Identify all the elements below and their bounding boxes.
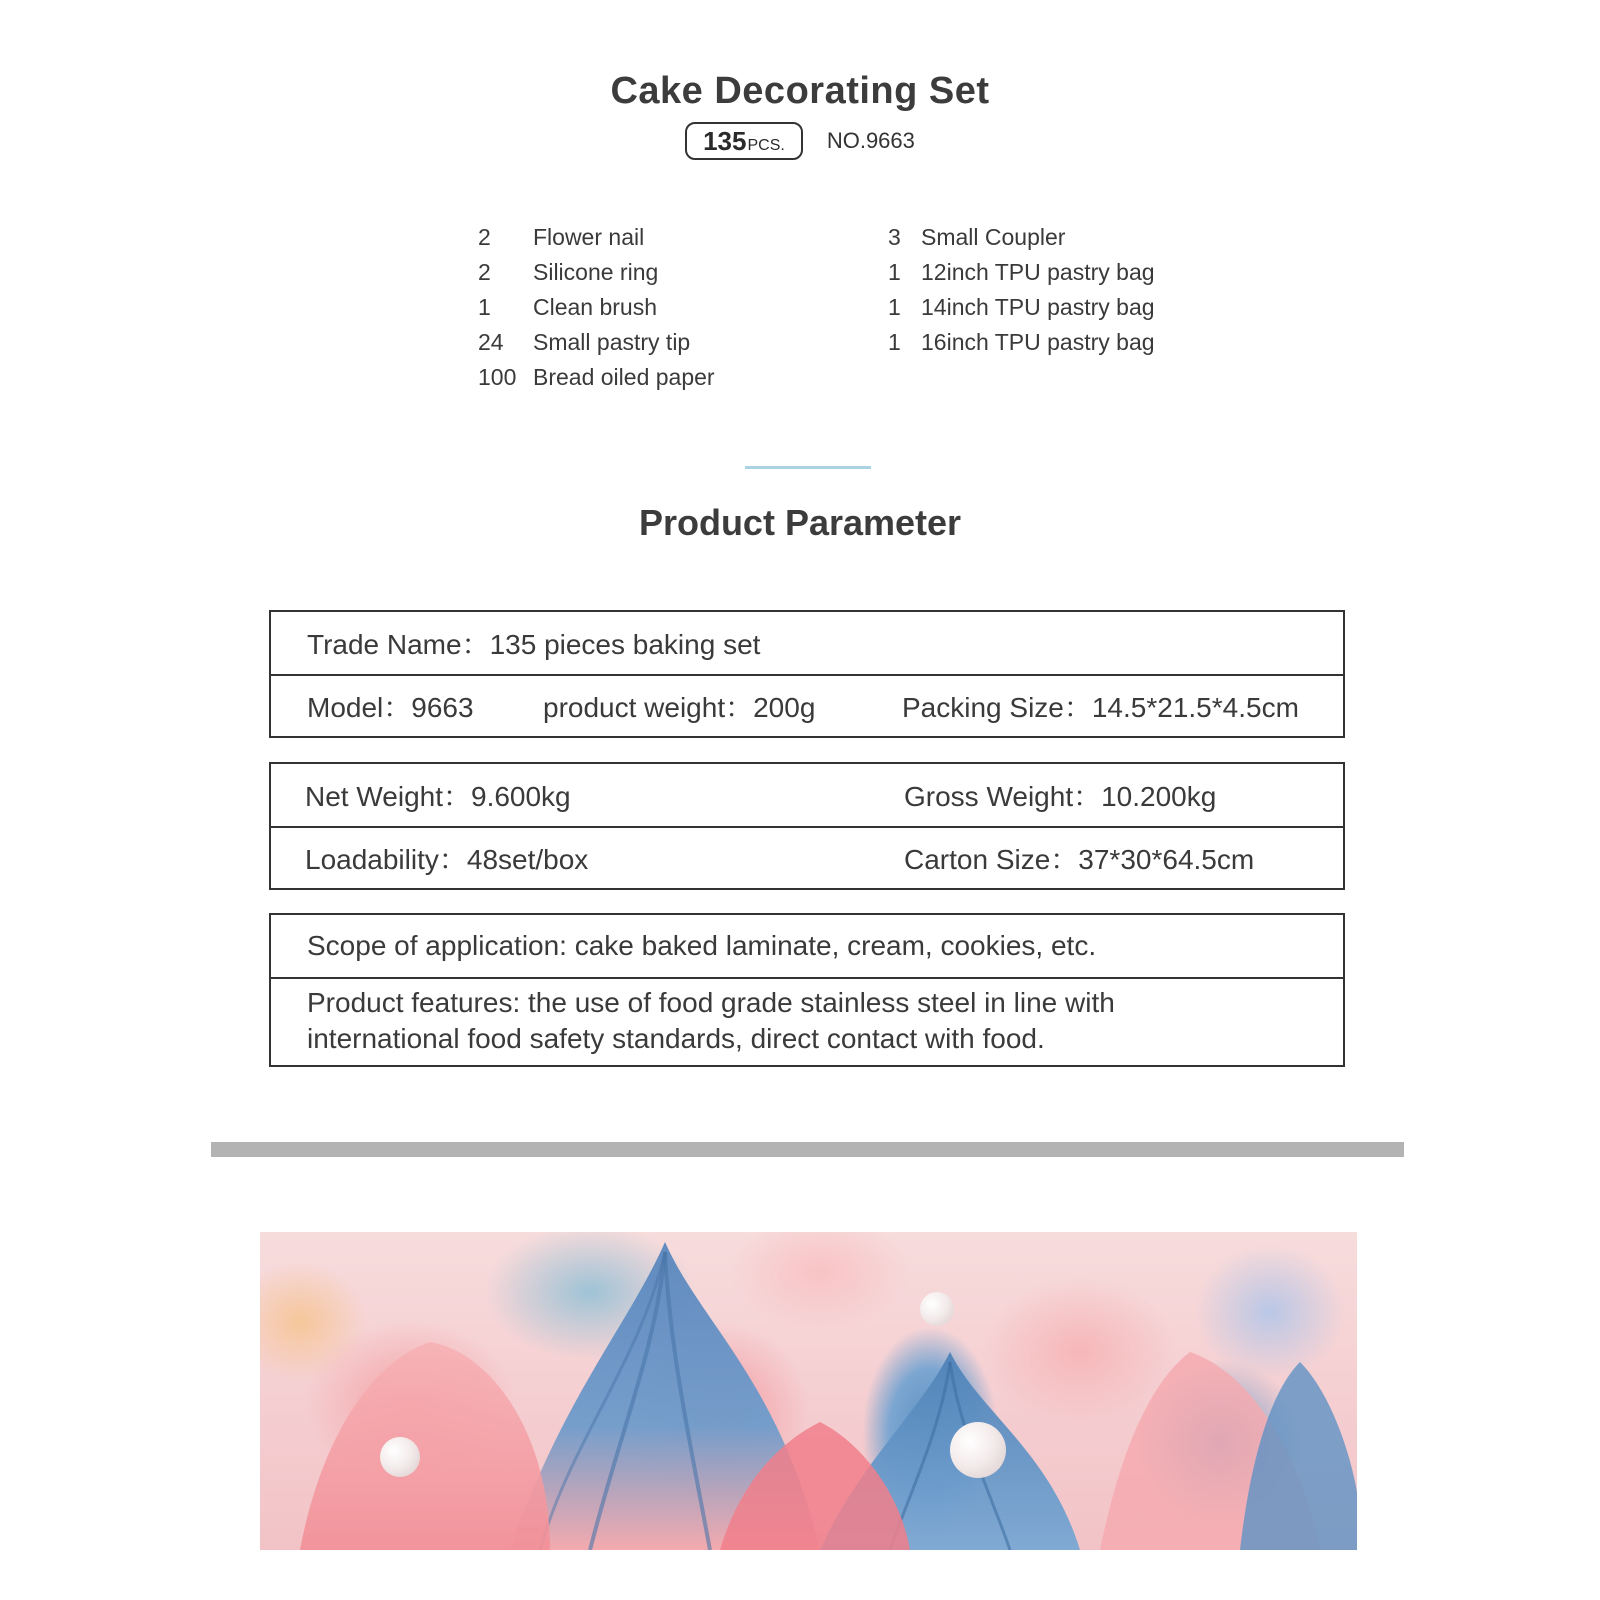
list-item <box>888 292 1155 327</box>
scope-of-application: Scope of application: cake baked laminate, cream, cookies, etc. <box>307 930 1097 961</box>
subtitle-row <box>0 122 1600 160</box>
contents-list-right <box>888 222 1155 362</box>
section-title: Product Parameter <box>638 502 962 543</box>
item-name: Small Coupler <box>921 224 1066 250</box>
sugar-pearl <box>950 1422 1006 1478</box>
gross-weight: Gross Weight：10.200kg <box>904 781 1217 812</box>
table-row <box>271 674 1343 736</box>
item-qty: 100 <box>478 364 517 390</box>
pcs-unit: PCS. <box>747 137 785 154</box>
item-name: 12inch TPU pastry bag <box>921 259 1155 285</box>
trade-name: Trade Name：135 pieces baking set <box>307 629 761 660</box>
carton-size: Carton Size：37*30*64.5cm <box>904 844 1255 875</box>
loadability: Loadability：48set/box <box>305 844 589 875</box>
item-name: Bread oiled paper <box>533 364 715 390</box>
list-item <box>888 257 1155 292</box>
frosting-photo <box>260 1232 1357 1550</box>
pcs-badge <box>685 122 803 160</box>
list-item <box>478 292 715 327</box>
parameter-table-1 <box>269 610 1345 738</box>
product-features <box>307 985 1115 1057</box>
table-row <box>271 612 1343 674</box>
list-item <box>478 257 715 292</box>
list-item <box>888 222 1155 257</box>
item-name: 16inch TPU pastry bag <box>921 329 1155 355</box>
model: Model：9663 <box>307 692 474 723</box>
parameter-table-2 <box>269 762 1345 890</box>
accent-divider <box>745 466 871 469</box>
product-weight: product weight：200g <box>543 692 816 723</box>
blue-frosting-right <box>1240 1362 1357 1550</box>
item-name: 14inch TPU pastry bag <box>921 294 1155 320</box>
list-item <box>478 362 715 397</box>
product-title: Cake Decorating Set <box>610 70 990 112</box>
parameter-table-3 <box>269 913 1345 1067</box>
item-qty: 2 <box>478 224 491 250</box>
table-row <box>271 764 1343 826</box>
contents-list-left <box>478 222 715 397</box>
sugar-pearl <box>920 1292 954 1326</box>
item-qty: 1 <box>888 259 901 285</box>
table-row <box>271 826 1343 888</box>
packing-size: Packing Size：14.5*21.5*4.5cm <box>902 692 1299 723</box>
item-qty: 1 <box>888 294 901 320</box>
item-name: Silicone ring <box>533 259 659 285</box>
item-qty: 2 <box>478 259 491 285</box>
list-item <box>478 327 715 362</box>
model-number: NO.9663 <box>826 128 915 153</box>
item-qty: 3 <box>888 224 901 250</box>
item-qty: 1 <box>888 329 901 355</box>
section-separator-bar <box>211 1142 1404 1157</box>
list-item <box>478 222 715 257</box>
sugar-pearl <box>380 1437 420 1477</box>
item-name: Small pastry tip <box>533 329 691 355</box>
item-qty: 1 <box>478 294 491 320</box>
frosting-swirls-illustration <box>260 1232 1357 1550</box>
table-row <box>271 915 1343 977</box>
item-name: Clean brush <box>533 294 658 320</box>
table-row <box>271 977 1343 1065</box>
pcs-count: 135 <box>703 126 747 156</box>
pink-frosting-swirl <box>300 1342 550 1550</box>
features-line-2: international food safety standards, direct contact with food. <box>307 1023 1045 1054</box>
features-line-1: Product features: the use of food grade stainless steel in line with <box>307 987 1115 1018</box>
item-qty: 24 <box>478 329 504 355</box>
list-item <box>888 327 1155 362</box>
item-name: Flower nail <box>533 224 645 250</box>
net-weight: Net Weight：9.600kg <box>305 781 571 812</box>
